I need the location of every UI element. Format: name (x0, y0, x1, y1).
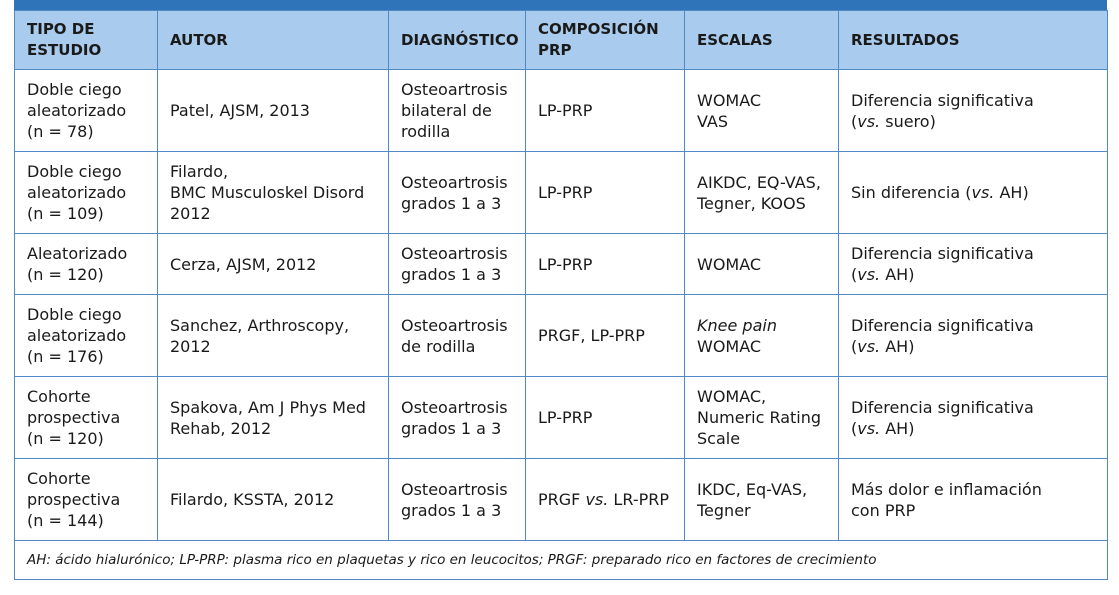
cell-composicion: PRGF, LP-PRP (526, 295, 685, 377)
table-row (15, 234, 1108, 295)
table-footnote-row (15, 541, 1108, 580)
cell-autor: Patel, AJSM, 2013 (158, 70, 389, 152)
table-row (15, 152, 1108, 234)
header-resultados: RESULTADOS (839, 11, 1108, 70)
cell-diagnostico: Osteoartrosis grados 1 a 3 (389, 377, 526, 459)
cell-resultados: Diferencia significativa (vs. AH) (839, 295, 1108, 377)
cell-tipo: Doble ciego aleatorizado (n = 78) (15, 70, 158, 152)
header-autor: AUTOR (158, 11, 389, 70)
cell-resultados: Sin diferencia (vs. AH) (839, 152, 1108, 234)
cell-composicion: LP-PRP (526, 152, 685, 234)
cell-escalas: IKDC, Eq-VAS, Tegner (685, 459, 839, 541)
cell-diagnostico: Osteoartrosis grados 1 a 3 (389, 459, 526, 541)
cell-tipo: Doble ciego aleatorizado (n = 109) (15, 152, 158, 234)
table-row (15, 459, 1108, 541)
cell-tipo: Doble ciego aleatorizado (n = 176) (15, 295, 158, 377)
table-row (15, 377, 1108, 459)
cell-resultados: Diferencia significativa (vs. suero) (839, 70, 1108, 152)
cell-autor: Filardo, KSSTA, 2012 (158, 459, 389, 541)
table-header-row (15, 11, 1108, 70)
cell-autor: Spakova, Am J Phys Med Rehab, 2012 (158, 377, 389, 459)
cell-escalas: WOMAC, Numeric Rating Scale (685, 377, 839, 459)
cell-resultados: Más dolor e inflamación con PRP (839, 459, 1108, 541)
cell-diagnostico: Osteoartrosis grados 1 a 3 (389, 234, 526, 295)
header-composicion-prp: COMPOSICIÓN PRP (526, 11, 685, 70)
cell-autor: Cerza, AJSM, 2012 (158, 234, 389, 295)
cell-autor: Sanchez, Arthroscopy, 2012 (158, 295, 389, 377)
cell-autor: Filardo, BMC Musculoskel Disord 2012 (158, 152, 389, 234)
cell-resultados: Diferencia significativa (vs. AH) (839, 234, 1108, 295)
studies-table-wrapper (14, 10, 1107, 580)
cell-tipo: Cohorte prospectiva (n = 120) (15, 377, 158, 459)
table-top-bar (14, 0, 1107, 10)
header-escalas: ESCALAS (685, 11, 839, 70)
header-tipo-estudio: TIPO DE ESTUDIO (15, 11, 158, 70)
cell-resultados: Diferencia significativa (vs. AH) (839, 377, 1108, 459)
cell-diagnostico: Osteoartrosis de rodilla (389, 295, 526, 377)
header-diagnostico: DIAGNÓSTICO (389, 11, 526, 70)
table-row (15, 295, 1108, 377)
table-row (15, 70, 1108, 152)
table-footnote: AH: ácido hialurónico; LP-PRP: plasma rico en plaquetas y rico en leucocitos; PRGF: preparado rico en factores de crecimiento (15, 541, 1108, 580)
cell-tipo: Aleatorizado (n = 120) (15, 234, 158, 295)
cell-composicion: LP-PRP (526, 70, 685, 152)
cell-composicion: LP-PRP (526, 234, 685, 295)
cell-escalas: WOMAC (685, 234, 839, 295)
cell-escalas: WOMAC VAS (685, 70, 839, 152)
cell-composicion: LP-PRP (526, 377, 685, 459)
cell-escalas: Knee pain WOMAC (685, 295, 839, 377)
cell-escalas: AIKDC, EQ-VAS, Tegner, KOOS (685, 152, 839, 234)
cell-composicion: PRGF vs. LR-PRP (526, 459, 685, 541)
cell-tipo: Cohorte prospectiva (n = 144) (15, 459, 158, 541)
cell-diagnostico: Osteoartrosis bilateral de rodilla (389, 70, 526, 152)
cell-diagnostico: Osteoartrosis grados 1 a 3 (389, 152, 526, 234)
studies-table (14, 10, 1108, 580)
